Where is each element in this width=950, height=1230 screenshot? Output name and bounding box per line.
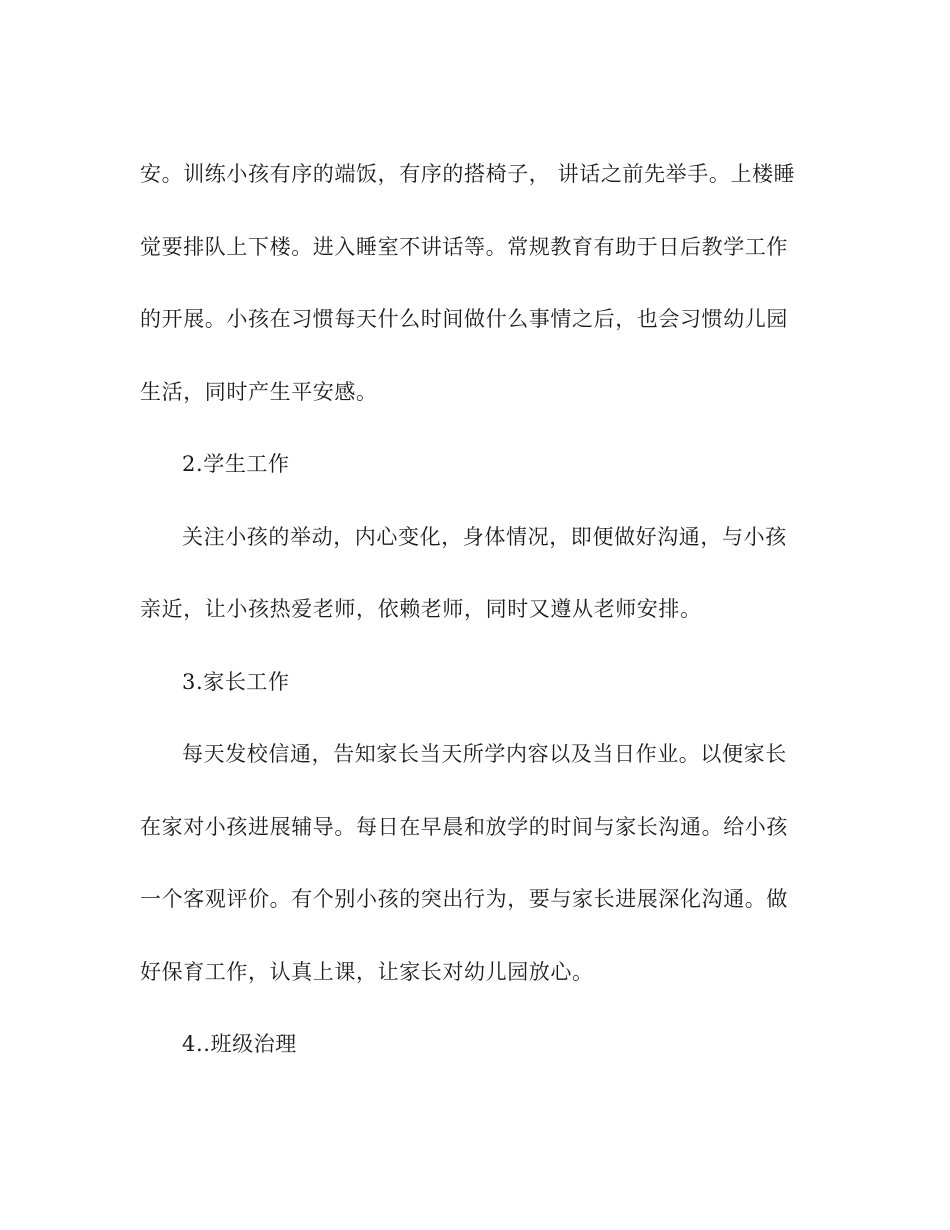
paragraph-line: 生活，同时产生平安感。 bbox=[140, 379, 378, 404]
section-heading-parent-work: 3.家长工作 bbox=[182, 669, 290, 694]
paragraph-line: 在家对小孩进展辅导。每日在早晨和放学的时间与家长沟通。给小孩 bbox=[140, 814, 788, 839]
paragraph-line: 亲近，让小孩热爱老师，依赖老师，同时又遵从老师安排。 bbox=[140, 597, 702, 621]
section-heading-class-management: 4..班级治理 bbox=[182, 1032, 297, 1056]
paragraph-line: 一个客观评价。有个别小孩的突出行为，要与家长进展深化沟通。做 bbox=[140, 887, 788, 911]
paragraph-line: 的开展。小孩在习惯每天什么时间做什么事情之后，也会习惯幼儿园 bbox=[140, 307, 788, 331]
document-body bbox=[140, 138, 810, 1081]
paragraph-line: 关注小孩的举动，内心变化，身体情况，即便做好沟通，与小孩 bbox=[182, 524, 787, 549]
paragraph-line: 每天发校信通，告知家长当天所学内容以及当日作业。以便家长 bbox=[182, 742, 787, 766]
paragraph-line: 安。训练小孩有序的端饭，有序的搭椅子， 讲话之前先举手。上楼睡 bbox=[140, 162, 796, 186]
paragraph-line: 觉要排队上下楼。进入睡室不讲话等。常规教育有助于日后教学工作 bbox=[140, 234, 788, 259]
paragraph-line: 好保育工作，认真上课，让家长对幼儿园放心。 bbox=[140, 959, 594, 984]
section-heading-student-work: 2.学生工作 bbox=[182, 452, 290, 476]
